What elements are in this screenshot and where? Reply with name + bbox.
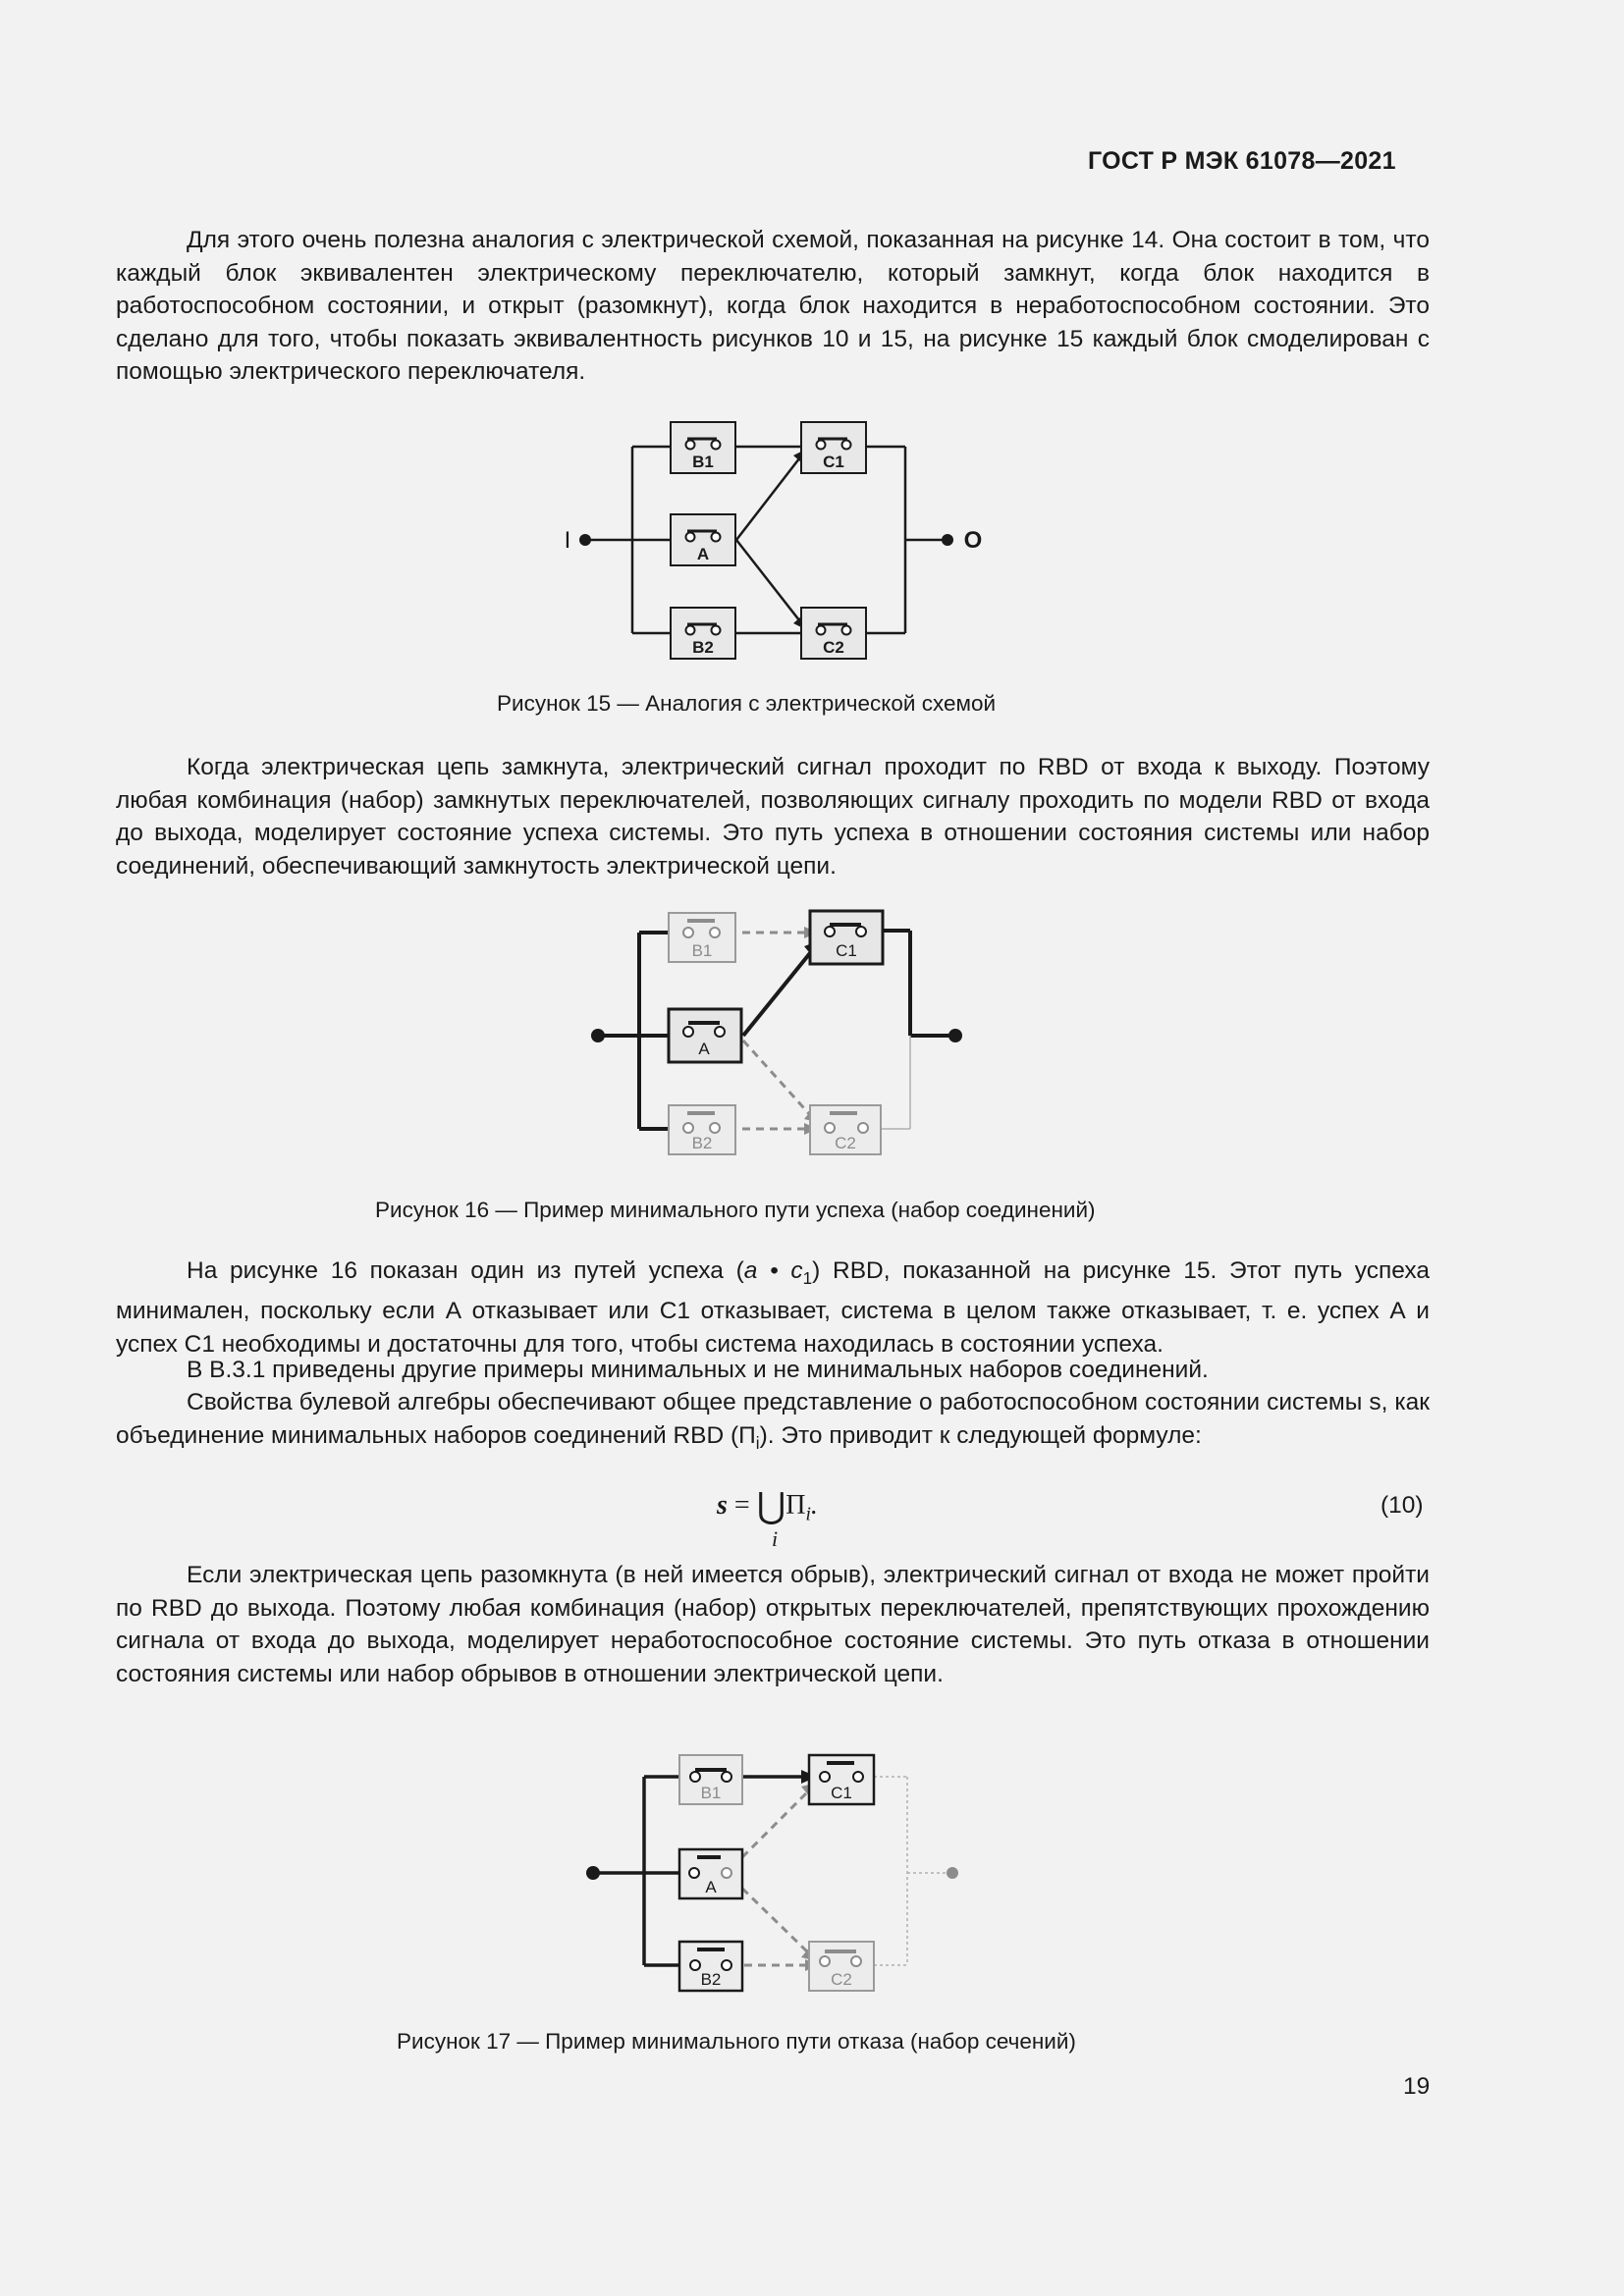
paragraph-4: В В.3.1 приведены другие примеры минимальных и не минимальных наборов соединений. [187,1357,1209,1383]
svg-text:C2: C2 [831,1970,852,1989]
fig16-block-b1 [669,913,735,962]
equation-number: (10) [1380,1492,1424,1519]
figure-17-diagram [579,1747,982,2002]
block-a [671,514,735,565]
block-b2 [671,608,735,659]
block-b2-label: B2 [692,638,714,657]
paragraph-5: Свойства булевой алгебры обеспечивают общее представление о работоспособном состоянии системы s, как объединение минимальных наборов соединений RBD $(П_i)$. Это приводит к следующей формуле: [116,1389,1430,1453]
figure-15-diagram [550,412,1001,667]
fig16-block-c2 [810,1105,881,1154]
paragraph-2: Когда электрическая цепь замкнута, электрический сигнал проходит по RBD от входа к выходу. Поэтому любая комбинация (набор) замкнутых переключателей, позволяющих сигналу проходить по модели RBD от входа до выхода, моделирует состояние успеха системы. Это путь успеха в отношении состояния системы или набор соединений, обеспечивающий замкнутость электрической цепи. [116,754,1430,880]
svg-text:A: A [705,1878,717,1896]
fig17-block-b2 [679,1942,742,1991]
fig16-block-c1 [810,911,883,964]
fig17-block-a [679,1849,742,1898]
paragraph-6: Если электрическая цепь разомкнута (в ней имеется обрыв), электрический сигнал от входа не может пройти по RBD до выхода. Поэтому любая комбинация (набор) открытых переключателей, препятствующих прохождению сигнала от входа до выхода, моделирует неработоспособное состояние системы. Это путь отказа в отношении состояния системы или набор обрывов в отношении электрической цепи. [116,1562,1430,1687]
svg-text:B1: B1 [691,941,713,960]
block-c1 [801,422,866,473]
block-a-label: A [696,545,710,563]
document-header: ГОСТ Р МЭК 61078—2021 [1088,147,1396,175]
svg-text:A: A [698,1040,710,1058]
svg-text:C1: C1 [831,1784,852,1802]
output-label: O [963,527,983,554]
block-c1-label: C1 [823,453,844,471]
svg-text:B1: B1 [700,1784,722,1802]
svg-text:B2: B2 [700,1970,722,1989]
figure-17-caption: Рисунок 17 — Пример минимального пути отказа (набор сечений) [397,2029,1076,2054]
svg-text:B2: B2 [691,1134,713,1152]
block-b1 [671,422,735,473]
input-label: I [564,527,571,554]
fig17-block-c1 [809,1755,874,1804]
formula-10: $s = ⋃\Pi_i$. i [717,1486,818,1551]
block-c2 [801,608,866,659]
page-number: 19 [1403,2073,1431,2100]
fig17-block-b1 [679,1755,742,1804]
figure-15-caption: Рисунок 15 — Аналогия с электрической схемой [497,691,997,716]
svg-text:C1: C1 [836,941,857,960]
fig17-block-c2 [809,1942,874,1991]
paragraph-1: Для этого очень полезна аналогия с электрической схемой, показанная на рисунке 14. Она состоит в том, что каждый блок эквивалентен электрическому переключателю, который замкнут, когда блок находится в работоспособном состоянии, и открыт (разомкнут), когда блок находится в неработоспособном состоянии. Это сделано для того, чтобы показать эквивалентность рисунков 10 и 15, на рисунке 15 каждый блок смоделирован с помощью электрического переключателя. [116,227,1430,385]
svg-text:C2: C2 [835,1134,856,1152]
block-b1-label: B1 [692,453,714,471]
fig16-block-a [669,1009,741,1062]
figure-16-diagram [584,903,977,1168]
block-c2-label: C2 [823,638,844,657]
figure-16-caption: Рисунок 16 — Пример минимального пути успеха (набор соединений) [375,1198,1096,1222]
paragraph-3: На рисунке 16 показан один из путей успеха (a • $c_1$) RBD, показанной на рисунке 15. Этот путь успеха минимален, поскольку если А отказывает или С1 отказывает, система в целом также отказывает, т. е. успех А и успех С1 необходимы и достаточны для того, чтобы система находилась в состоянии успеха. [116,1257,1430,1358]
fig16-block-b2 [669,1105,735,1154]
